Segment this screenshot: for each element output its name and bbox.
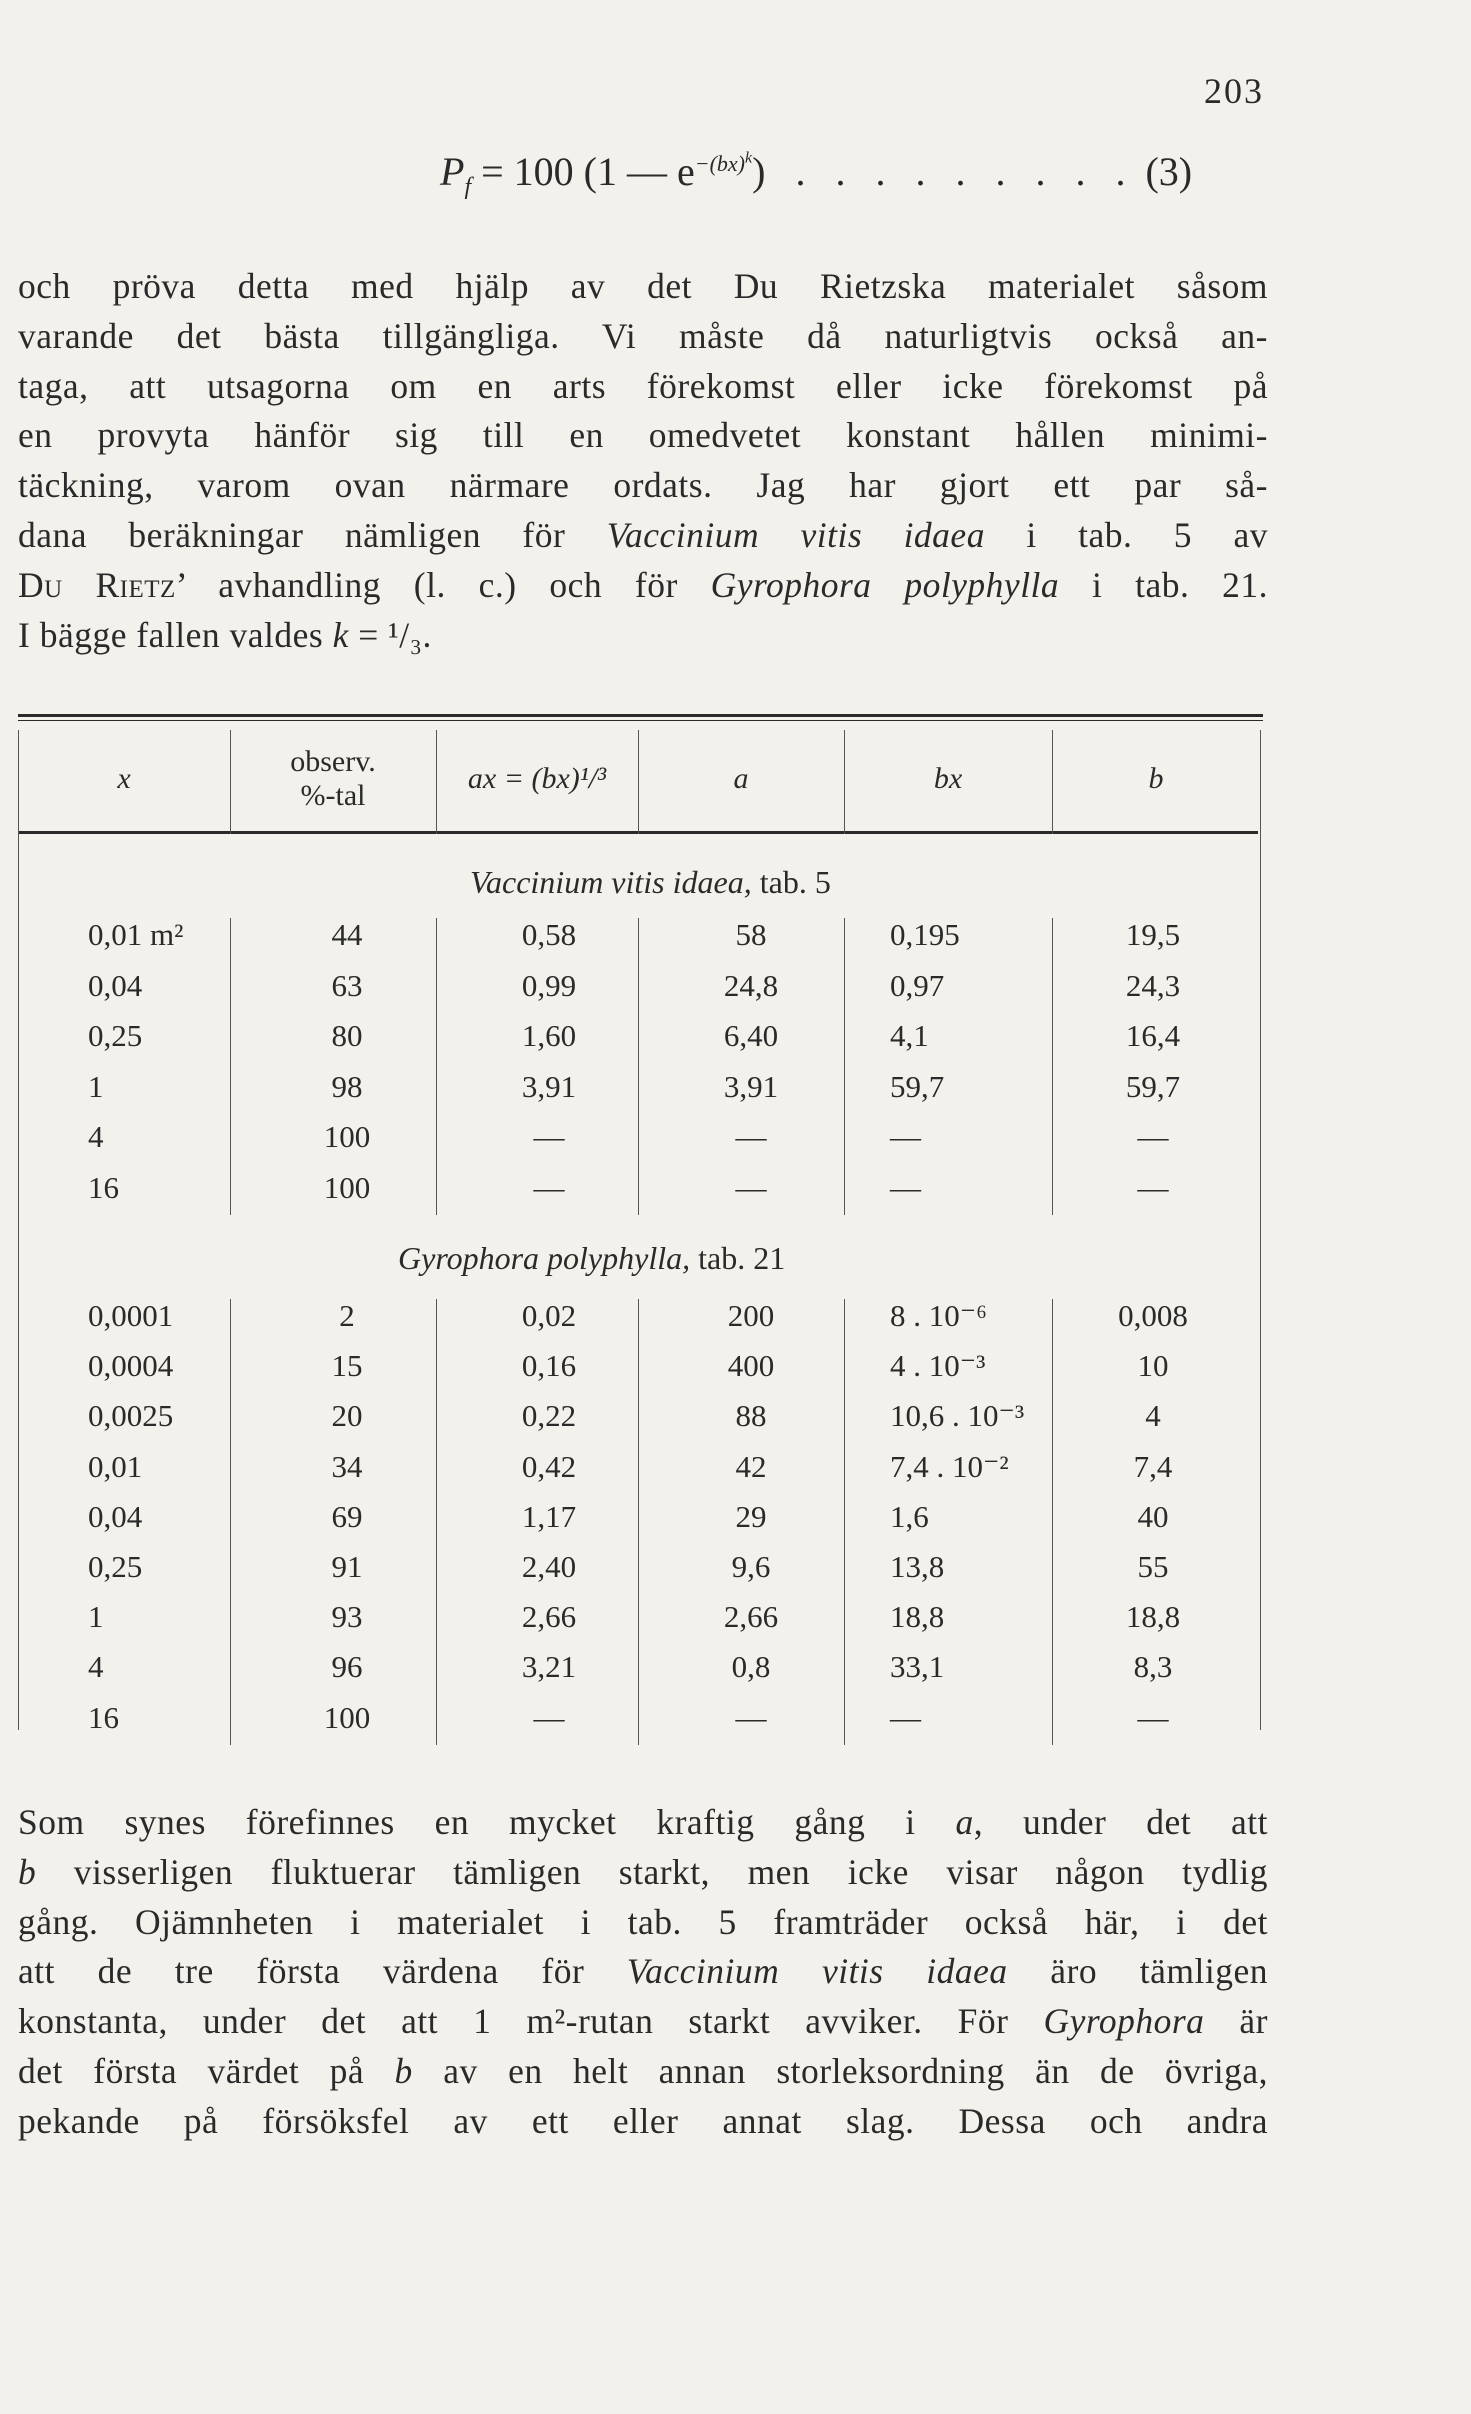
p1-l6-c: i tab. 5 av: [984, 514, 1268, 555]
section2-column-divider-3: [638, 1299, 639, 1745]
p2-line-4: [18, 1947, 1268, 1997]
cell-x: 0,25: [88, 1549, 143, 1584]
p1-l6-a: dana beräkningar nämligen för: [18, 514, 607, 555]
cell-a: —: [735, 1699, 767, 1735]
table-row: [18, 1492, 1263, 1542]
table-row: [18, 1693, 1263, 1743]
cell-a: 400: [727, 1348, 775, 1384]
cell-a: 0,8: [731, 1649, 771, 1685]
cell-bx: 18,8: [890, 1599, 945, 1635]
p2-l6-a: det första värdet på: [18, 2050, 395, 2091]
section1-title-rest: tab. 5: [751, 864, 831, 900]
formula-exponent: −(bx): [694, 150, 746, 176]
cell-b: 8,3: [1133, 1649, 1173, 1685]
cell-observ: 15: [331, 1348, 363, 1384]
p2-l2-b: visserligen fluktuerar tämligen starkt, men icke visar någon tydlig: [36, 1851, 1268, 1892]
p2-l1-a: Som synes förefinnes en mycket kraftig gång i: [18, 1802, 956, 1842]
cell-b: 55: [1137, 1549, 1169, 1584]
cell-ax: 0,99: [521, 967, 577, 1003]
header-b: b: [1148, 762, 1164, 795]
p2-l5-species: Gyrophora: [1043, 2001, 1205, 2042]
p2-line-7: pekande på försöksfel av ett eller annat slag. Dessa och andra: [18, 2100, 1268, 2141]
cell-x: 0,01 m²: [88, 917, 184, 952]
cell-bx: 1,6: [890, 1498, 929, 1534]
paragraph-2: [18, 1798, 1268, 2147]
paragraph-1: [18, 262, 1268, 660]
cell-bx: 59,7: [890, 1068, 945, 1104]
cell-a: 58: [735, 917, 767, 952]
formula-3: [440, 148, 1192, 201]
formula-close: ): [752, 149, 766, 194]
p2-l6-b-var: b: [394, 2050, 413, 2091]
header-observ: [230, 734, 436, 824]
p2-l4-a: att de tre första värdena för: [18, 1951, 627, 1992]
cell-b: 18,8: [1125, 1599, 1181, 1635]
cell-x: 4: [88, 1649, 104, 1685]
header-ax: ax = (bx)¹/³: [467, 762, 607, 795]
p2-line-1: [18, 1798, 1268, 1848]
table-row: [18, 1011, 1263, 1061]
cell-a: —: [735, 1119, 767, 1154]
cell-x: 1: [88, 1068, 104, 1104]
cell-observ: 98: [331, 1068, 363, 1104]
cell-bx: —: [890, 1119, 921, 1154]
cell-b: —: [1137, 1699, 1169, 1735]
section2-column-divider-2: [436, 1299, 437, 1745]
cell-observ: 20: [331, 1398, 363, 1434]
cell-observ: 96: [331, 1649, 363, 1685]
cell-observ: 44: [331, 917, 363, 952]
p2-l5-a: konstanta, under det att 1 m²-rutan starkt avviker. För: [18, 2001, 1044, 2042]
cell-observ: 2: [339, 1298, 355, 1333]
cell-observ: 80: [331, 1018, 363, 1053]
p1-l7-b: ’ avhandling (l. c.) och för: [175, 564, 711, 605]
cell-x: 16: [88, 1169, 119, 1205]
p2-line-2: [18, 1848, 1268, 1898]
table-row: [18, 1062, 1263, 1112]
table-row: [18, 1391, 1263, 1441]
cell-observ: 63: [331, 967, 363, 1003]
section1-column-divider-3: [638, 918, 639, 1215]
cell-x: 0,0025: [88, 1398, 174, 1434]
p1-l8-k: k: [332, 614, 349, 655]
p1-l6-species: Vaccinium vitis idaea: [606, 514, 985, 555]
cell-a: 88: [735, 1398, 767, 1434]
cell-bx: 7,4 . 10⁻²: [890, 1448, 1009, 1484]
p1-l8-a: I bägge fallen valdes: [18, 614, 333, 655]
p2-line-5: [18, 1997, 1268, 2047]
table-row: [18, 1442, 1263, 1492]
cell-a: 29: [735, 1498, 767, 1534]
cell-bx: —: [890, 1699, 921, 1735]
cell-ax: —: [533, 1169, 565, 1205]
cell-observ: 93: [331, 1599, 363, 1635]
header-a: a: [733, 762, 749, 795]
cell-ax: 2,40: [521, 1549, 577, 1584]
p1-l7-d: i tab. 21.: [1059, 564, 1268, 605]
table-row: [18, 1642, 1263, 1692]
cell-b: 7,4: [1133, 1448, 1173, 1484]
section2-title-rest: tab. 21: [690, 1240, 786, 1276]
cell-b: —: [1137, 1169, 1169, 1205]
cell-x: 4: [88, 1119, 104, 1154]
p1-line-2: varande det bästa tillgängliga. Vi måste då naturligtvis också an-: [18, 315, 1268, 356]
p2-line-3: gång. Ojämnheten i materialet i tab. 5 framträder också här, i det: [18, 1901, 1268, 1942]
table-row: [18, 1592, 1263, 1642]
p2-l4-c: äro tämligen: [1007, 1951, 1268, 1992]
cell-ax: —: [533, 1699, 565, 1735]
cell-bx: 10,6 . 10⁻³: [890, 1398, 1025, 1434]
cell-x: 0,25: [88, 1018, 143, 1053]
table-row: [18, 1291, 1263, 1341]
equation-number: (3): [1145, 149, 1193, 194]
cell-observ: 34: [331, 1448, 363, 1484]
cell-ax: 1,17: [521, 1498, 577, 1534]
cell-a: —: [735, 1169, 767, 1205]
cell-ax: 0,42: [521, 1448, 577, 1484]
cell-ax: 0,16: [521, 1348, 577, 1384]
cell-bx: 33,1: [890, 1649, 945, 1685]
cell-bx: —: [890, 1169, 921, 1205]
section1-column-divider-5: [1052, 918, 1053, 1215]
cell-b: 0,008: [1118, 1298, 1188, 1333]
table-row: [18, 1163, 1263, 1213]
cell-ax: 2,66: [521, 1599, 577, 1635]
cell-x: 16: [88, 1699, 119, 1735]
formula-exponent-sup: k: [745, 149, 753, 167]
cell-b: 24,3: [1125, 967, 1181, 1003]
page-number: 203: [1204, 71, 1264, 111]
cell-x: 0,04: [88, 967, 143, 1003]
p1-line-1: och pröva detta med hjälp av det Du Rietzska materialet såsom: [18, 266, 1268, 306]
cell-ax: 0,02: [521, 1298, 577, 1333]
cell-bx: 4 . 10⁻³: [890, 1348, 986, 1384]
p1-line-3: taga, att utsagorna om en arts förekomst eller icke förekomst på: [18, 365, 1268, 406]
cell-a: 42: [735, 1448, 767, 1484]
cell-b: 16,4: [1125, 1018, 1181, 1053]
cell-ax: 0,22: [521, 1398, 577, 1434]
formula-dots: . . . . . . . . .: [795, 149, 1136, 194]
cell-bx: 0,195: [890, 917, 960, 952]
cell-observ: 91: [331, 1549, 363, 1584]
section-title-gyrophora-label: [398, 1240, 785, 1277]
cell-ax: 3,91: [521, 1068, 577, 1104]
cell-bx: 8 . 10⁻⁶: [890, 1298, 987, 1333]
cell-x: 0,0001: [88, 1298, 174, 1333]
cell-bx: 13,8: [890, 1549, 945, 1584]
cell-b: 4: [1145, 1398, 1161, 1434]
cell-a: 3,91: [723, 1068, 779, 1104]
cell-observ: 100: [323, 1169, 371, 1205]
p1-l8-c: = ¹/₃.: [348, 614, 432, 655]
p1-line-7: [18, 561, 1268, 611]
p2-l1-c: , under det att: [973, 1802, 1268, 1842]
header-bx: bx: [933, 762, 963, 795]
p1-line-8: [18, 611, 1268, 661]
p2-l2-b-var: b: [18, 1851, 37, 1892]
formula-rhs: = 100 (1 — e: [481, 149, 695, 194]
table-row: [18, 1341, 1263, 1391]
cell-x: 0,01: [88, 1448, 143, 1484]
section2-column-divider-5: [1052, 1299, 1053, 1745]
cell-b: 40: [1137, 1498, 1169, 1534]
cell-b: 59,7: [1125, 1068, 1181, 1104]
cell-b: —: [1137, 1119, 1169, 1154]
table-row: [18, 1542, 1263, 1592]
cell-x: 1: [88, 1599, 104, 1635]
table-top-rule-thin: [18, 720, 1263, 721]
table-row: [18, 910, 1263, 960]
cell-observ: 69: [331, 1498, 363, 1534]
cell-x: 0,0004: [88, 1348, 174, 1384]
section1-column-divider-2: [436, 918, 437, 1215]
p2-line-6: [18, 2047, 1268, 2097]
section-title-vaccinium: [470, 864, 831, 901]
section2-column-divider-1: [230, 1299, 231, 1745]
section1-title-species: Vaccinium vitis idaea,: [470, 864, 752, 900]
cell-a: 6,40: [723, 1018, 779, 1053]
section1-column-divider-1: [230, 918, 231, 1215]
p1-line-5: täckning, varom ovan närmare ordats. Jag har gjort ett par så-: [18, 465, 1268, 506]
header-observ-line2: %-tal: [300, 779, 366, 812]
section2-title-species: Gyrophora polyphylla,: [398, 1240, 691, 1276]
p1-l7-species: Gyrophora polyphylla: [710, 564, 1060, 605]
cell-ax: 3,21: [521, 1649, 577, 1685]
cell-bx: 0,97: [890, 967, 945, 1003]
p1-line-4: en provyta hänför sig till en omedvetet konstant hållen minimi-: [18, 415, 1268, 456]
p2-l1-a-var: a: [955, 1802, 974, 1842]
cell-a: 24,8: [723, 967, 779, 1003]
cell-b: 19,5: [1125, 917, 1181, 952]
p2-l4-species: Vaccinium vitis idaea: [626, 1951, 1008, 1992]
header-observ-line1: observ.: [290, 745, 376, 778]
cell-b: 10: [1137, 1348, 1169, 1384]
p2-l5-c: är: [1204, 2001, 1268, 2042]
table-row: [18, 961, 1263, 1011]
cell-observ: 100: [323, 1119, 371, 1154]
table-row: [18, 1112, 1263, 1162]
cell-ax: —: [533, 1119, 565, 1154]
cell-a: 9,6: [731, 1549, 771, 1584]
cell-a: 2,66: [723, 1599, 779, 1635]
section1-column-divider-4: [844, 918, 845, 1215]
cell-x: 0,04: [88, 1498, 143, 1534]
cell-ax: 1,60: [521, 1018, 577, 1053]
cell-bx: 4,1: [890, 1018, 929, 1053]
formula-lhs: P: [440, 149, 465, 194]
cell-observ: 100: [323, 1699, 371, 1735]
p2-l6-c: av en helt annan storleksordning än de övriga,: [412, 2050, 1268, 2091]
p1-l7-author: Du Rietz: [18, 564, 176, 605]
header-x: x: [117, 762, 131, 795]
cell-ax: 0,58: [521, 917, 577, 952]
cell-a: 200: [727, 1298, 775, 1333]
table-top-rule: [18, 714, 1263, 717]
formula-lhs-sub: f: [464, 174, 472, 200]
section2-column-divider-4: [844, 1299, 845, 1745]
p1-line-6: [18, 511, 1268, 561]
